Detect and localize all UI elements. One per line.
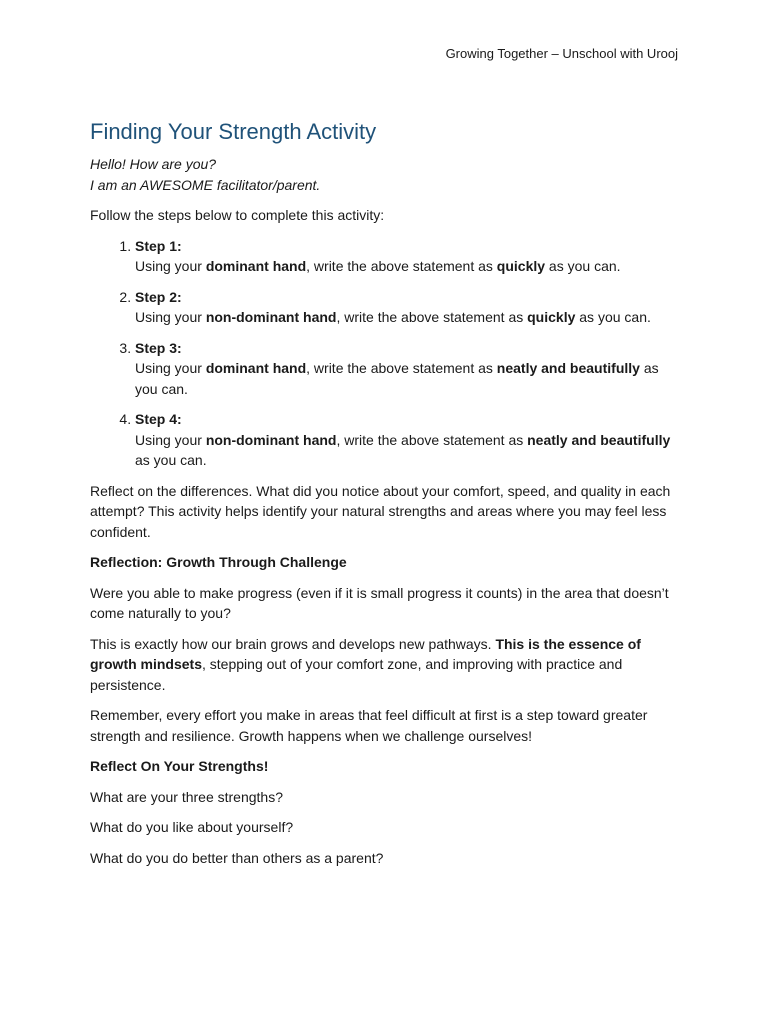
document-body xyxy=(90,118,680,878)
step-item-1 xyxy=(135,236,680,277)
step-title: 1. Step 1: xyxy=(135,237,182,254)
step-text: Using your non-dominant hand, write the above statement as neatly and beautifully as you can. xyxy=(135,431,671,468)
reflection-heading: Reflection: Growth Through Challenge xyxy=(90,554,347,570)
question-strengths: What are your three strengths? xyxy=(90,788,283,805)
question-like-yourself: What do you like about yourself? xyxy=(90,819,294,835)
step-title: 3. Step 3: xyxy=(135,339,182,356)
remember-paragraph: Remember, every effort you make in areas that feel difficult at first is a step toward greater strength and resilience. Growth happens when we challenge ourselves! xyxy=(90,707,648,744)
document-title: Finding Your Strength Activity xyxy=(90,119,377,144)
page-header: Growing Together – Unschool with Urooj xyxy=(445,46,678,61)
reflect-paragraph: Reflect on the differences. What did you notice about your comfort, speed, and quality in each attempt? This activity helps identify your natural strengths and areas where you may feel less confident. xyxy=(90,482,671,540)
step-text: Using your non-dominant hand, write the above statement as quickly as you can. xyxy=(135,309,651,325)
greeting-line-1: Hello! How are you? xyxy=(90,156,217,172)
greeting xyxy=(90,154,680,195)
step-item-2 xyxy=(135,287,680,328)
steps-list xyxy=(90,236,680,471)
step-text: Using your dominant hand, write the above statement as neatly and beautifully as you can. xyxy=(135,360,659,397)
greeting-line-2: I am an AWESOME facilitator/parent. xyxy=(90,176,321,193)
step-title: 2. Step 2: xyxy=(135,288,182,305)
intro-text: Follow the steps below to complete this activity: xyxy=(90,207,385,223)
step-title: 4. Step 4: xyxy=(135,411,182,427)
step-item-4 xyxy=(135,409,680,471)
step-text: Using your dominant hand, write the above statement as quickly as you can. xyxy=(135,258,621,274)
strengths-heading: Reflect On Your Strengths! xyxy=(90,758,269,774)
progress-question: Were you able to make progress (even if it is small progress it counts) in the area that doesn’t come naturally to you? xyxy=(90,584,669,621)
step-item-3 xyxy=(135,338,680,400)
brain-paragraph: This is exactly how our brain grows and develops new pathways. This is the essence of growth mindsets, stepping out of your comfort zone, and improving with practice and persistence. xyxy=(90,635,641,693)
question-better-parent: What do you do better than others as a parent? xyxy=(90,849,384,866)
